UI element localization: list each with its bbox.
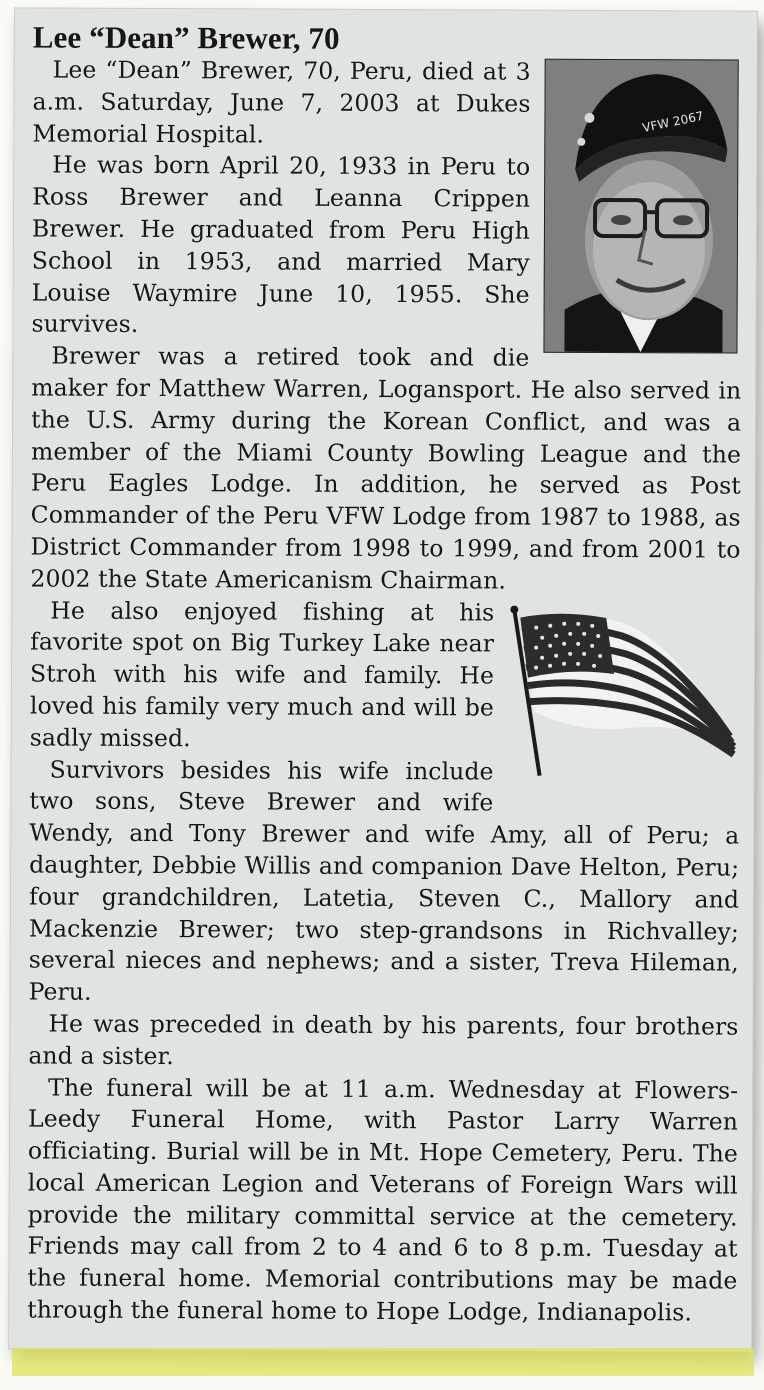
newspaper-clipping (9, 8, 757, 1351)
portrait-photo (543, 59, 738, 354)
obituary-article (27, 20, 743, 1343)
flag-icon (510, 603, 741, 782)
cap-text: VFW 2067 (641, 108, 705, 136)
obituary-headline: Lee “Dean” Brewer, 70 (32, 19, 340, 56)
paragraph-survivors: Survivors besides his wife include two sons, Steve Brewer and wife Wendy, and Tony Brewer and wife Amy, all of Peru; a daughter, Debbie Willis and companion Dave Helton, Peru; four grandchildren, Latetia, Steven C., Mallory and Mackenzie Brewer; two step-grandsons in Richvalley; several nieces and nephews; and a sister, Treva Hileman, Peru. (28, 755, 740, 1006)
paragraph-career: Brewer was a retired took and die maker for Matthew Warren, Logansport. He also served in the U.S. Army during the Korean Conflict, and was a member of the Miami County Bowling League and the Peru Eagles Lodge. In addition, he served as Post Commander of the Peru VFW Lodge from 1987 to 1988, as District Commander from 1998 to 1999, and from 2001 to 2002 the State Americanism Chairman. (30, 341, 742, 595)
portrait-image (544, 60, 737, 353)
paragraph-hobbies: He also enjoyed fishing at his favorite spot on Big Turkey Lake near Stroh with his wife and family. He loved his family very much and will be sadly missed. (29, 596, 495, 752)
american-flag-illustration (510, 603, 741, 782)
clipping-bottom-edge (12, 1348, 754, 1376)
paragraph-funeral: The funeral will be at 11 a.m. Wednesday at Flowers-Leedy Funeral Home, with Pastor Larry Warren officiating. Burial will be in Mt. Hope Cemetery, Peru. The local American Legion and Veterans of Foreign Wars will provide the military committal service at the cemetery. Friends may call from 2 to 4 and 6 to 8 p.m. Tuesday at the funeral home. Memorial contributions may be made through the funeral home to Hope Lodge, Indianapolis. (27, 1073, 739, 1327)
paragraph-death: Lee “Dean” Brewer, 70, Peru, died at 3 a.m. Saturday, June 7, 2003 at Dukes Memorial Hospital. (32, 55, 531, 149)
paragraph-preceded: He was preceded in death by his parents, four brothers and a sister. (28, 1009, 739, 1070)
paragraph-birth: He was born April 20, 1933 in Peru to Ross Brewer and Leanna Crippen Brewer. He graduated from Peru High School in 1953, and married Mary Louise Waymire June 10, 1955. She survives. (31, 150, 531, 339)
